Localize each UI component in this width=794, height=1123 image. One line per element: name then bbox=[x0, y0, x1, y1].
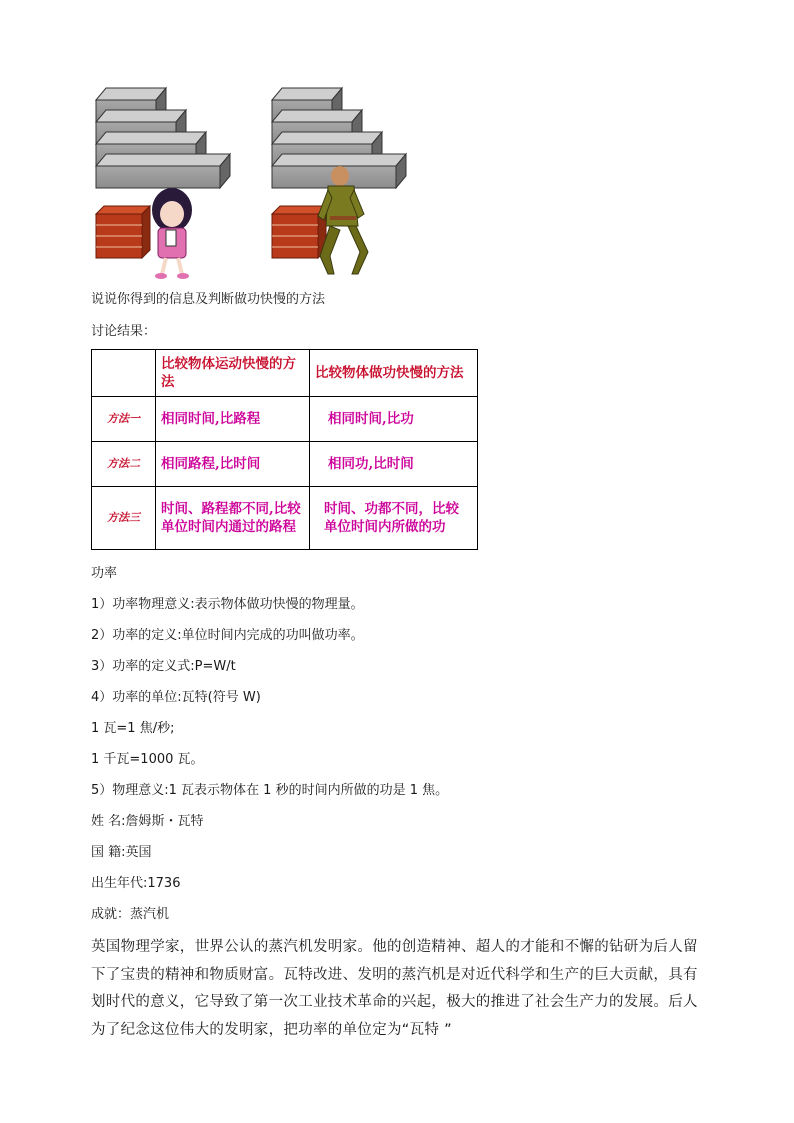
discussion-label: 讨论结果： bbox=[91, 324, 157, 339]
illustration-man-blocks bbox=[268, 80, 418, 280]
cell-motion: 相同时间,比路程 bbox=[156, 397, 310, 442]
comparison-table bbox=[91, 349, 478, 550]
item-line: 3）功率的定义式:P=W/t bbox=[91, 659, 236, 674]
brick-pile bbox=[272, 206, 326, 258]
bio-paragraph: 英国物理学家，世界公认的蒸汽机发明家。他的创造精神、超人的才能和不懈的钻研为后人留下了宝贵的精神和物质财富。瓦特改进、发明的蒸汽机是对近代科学和生产的巨大贡献，具有划时代的意义，它导致了第一次工业技术革命的兴起，极大的推进了社会生产力的发展。后人为了纪念这位伟大的发明家，把功率的单位定为“瓦特 ” bbox=[91, 939, 698, 1038]
cell-motion: 相同路程,比时间 bbox=[156, 442, 310, 487]
row-label: 方法三 bbox=[92, 487, 156, 550]
cell-work: 相同时间,比功 bbox=[310, 397, 478, 442]
stone-block-stack bbox=[96, 88, 230, 188]
question-text: 说说你得到的信息及判断做功快慢的方法 bbox=[91, 292, 326, 307]
item-line: 1 千瓦=1000 瓦。 bbox=[91, 752, 204, 767]
row-label: 方法一 bbox=[92, 397, 156, 442]
table-header-row bbox=[92, 350, 478, 397]
cell-work: 时间、功都不同，比较单位时间内所做的功 bbox=[310, 487, 478, 550]
bio-birth: 出生年代:1736 bbox=[91, 876, 181, 891]
section-title: 功率 bbox=[91, 566, 118, 581]
header-cell-empty bbox=[92, 350, 156, 397]
bio-achievement: 成就：蒸汽机 bbox=[91, 907, 170, 922]
illustration-girl-blocks bbox=[92, 80, 242, 280]
row-label: 方法二 bbox=[92, 442, 156, 487]
header-cell-work: 比较物体做功快慢的方法 bbox=[310, 350, 478, 397]
item-line: 1 瓦=1 焦/秒; bbox=[91, 721, 175, 736]
table-row bbox=[92, 397, 478, 442]
bio-name: 姓 名:詹姆斯・瓦特 bbox=[91, 814, 204, 829]
girl-figure bbox=[152, 188, 192, 279]
item-line: 2）功率的定义:单位时间内完成的功叫做功率。 bbox=[91, 628, 364, 643]
brick-pile bbox=[96, 206, 150, 258]
bio-nationality: 国 籍:英国 bbox=[91, 845, 152, 860]
cell-motion: 时间、路程都不同,比较单位时间内通过的路程 bbox=[156, 487, 310, 550]
table-row bbox=[92, 487, 478, 550]
table-row bbox=[92, 442, 478, 487]
item-line: 1）功率物理意义:表示物体做功快慢的物理量。 bbox=[91, 597, 364, 612]
item-line: 5）物理意义:1 瓦表示物体在 1 秒的时间内所做的功是 1 焦。 bbox=[91, 783, 449, 798]
cell-work: 相同功,比时间 bbox=[310, 442, 478, 487]
header-cell-motion: 比较物体运动快慢的方法 bbox=[156, 350, 310, 397]
item-line: 4）功率的单位:瓦特(符号 W) bbox=[91, 690, 261, 705]
